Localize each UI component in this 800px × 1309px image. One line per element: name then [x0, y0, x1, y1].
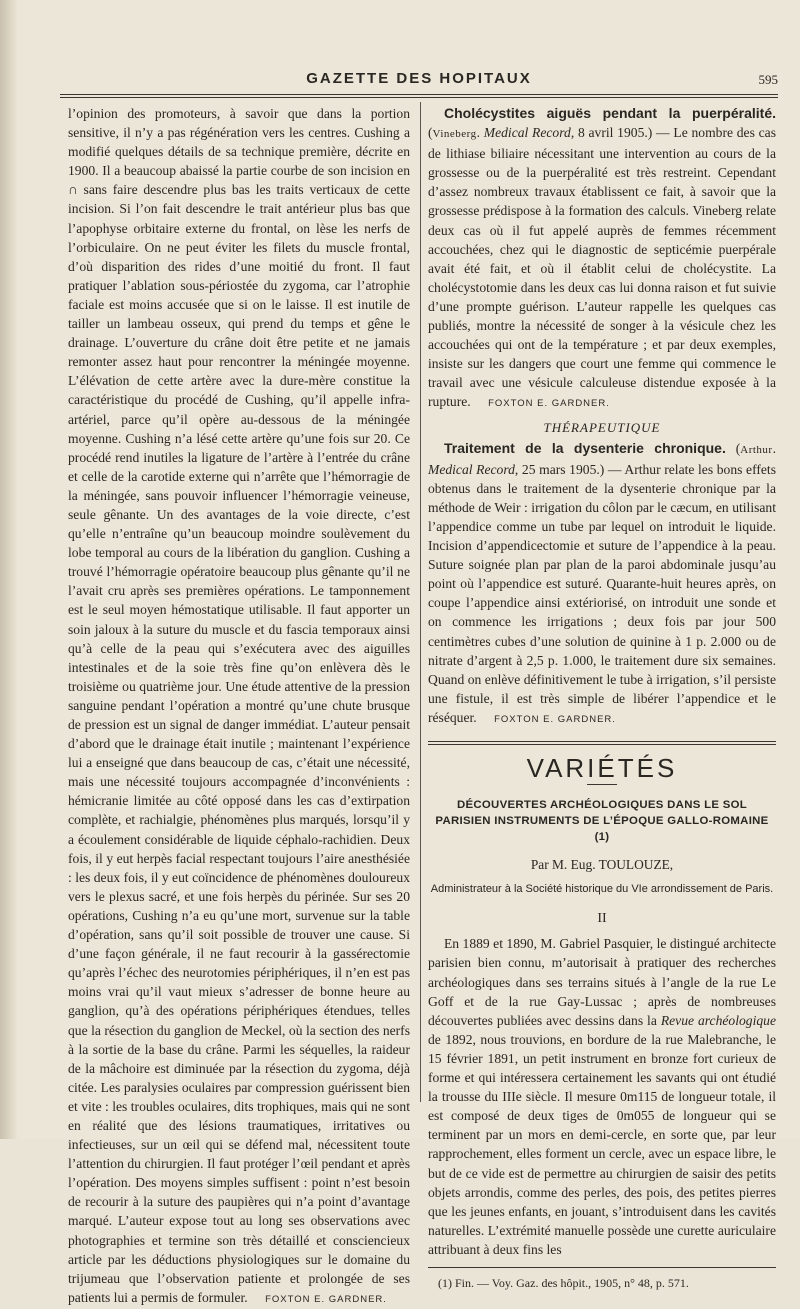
page-header [60, 70, 778, 92]
left-body-text: l’opinion des promoteurs, à savoir que dans la portion sensitive, il n’y a pas régénération vers les centres. Cushing a modifié quelques détails de sa technique première, décrite en 1900. Il a beaucoup abaissé la partie courbe de son incision en ∩ sans faire descendre plus bas les traits verticaux de cette incision. Si l’on fait descendre le trait antérieur plus bas que l’apophyse orbitaire externe du frontal, on lèse les nerfs de l’orbiculaire. On ne peut éviter les filets du muscle frontal, d’où disparition des rides d’une moitié du front. Il faut pratiquer l’ablation sous-périostée du zygoma, car l’atrophie faciale est moins accusée que si on le laisse. Il est inutile de tailler un lambeau osseux, qui prend du temps et gêne le drainage. L’ouverture du crâne doit être petite et ne jamais remonter assez haut pour rencontrer la méningée moyenne. L’élévation de cette artère avec la dure-mère constitue la caractéristique du procédé de Cushing, qu’il appelle infra-artériel, parce qu’il opère au-dessous de la méningée moyenne. Cushing n’a lésé cette artère qu’une fois sur 20. Ce procédé rend inutiles la ligature de l’artère à l’entrée du crâne et celle de la carotide externe qui n’arrête que l’hémorragie de la méningée, sans pouvoir influencer l’hémorragie veineuse, seule gênante. Un des avantages de la voie directe, c’est qu’elle n’entraîne qu’un beaucoup moindre soulèvement du lobe temporal au cours de la libération du ganglion. Cushing a trouvé l’hémorragie opératoire beaucoup plus gênante qu’il ne l’avait cru après ses premières opérations. Le tamponnement est le seul moyen hémostatique utilisable. Il faut apporter un soin jaloux à la suture du muscle et du fascia temporaux ainsi qu’à celle de la peau qui s’exécutera avec des aiguilles intestinales et de la soie très fine qu’on enlèvera dès le troisième ou quatrième jour. Une étude attentive de la pression sanguine pendant l’opération a montré qu’une chute brusque de pression est un signal de danger immédiat. L’auteur pensait d’abord que le drainage était inutile ; maintenant l’expérience lui a enseigné que dans beaucoup de cas, c’était une nécessité, mais une nécessité toujours accompagnée d’inconvénients : hémicranie limitée au côté opposé dans les cas d’extirpation complète, et rachialgie, phénomènes plus marqués, lorsqu’il y a écoulement considérable de liquide céphalo-rachidien. Deux fois, il y eut herpès facial respectant toujours l’aire anesthésiée : les deux fois, il y eut coïncidence de phénomènes douloureux vers le plexus sacré, et une fois herpès du périnée. Sur ses 20 opérations, Cushing n’a eu qu’une mort, survenue sur la table d’opération, sans qu’il soit possible de trouver une cause. Si d’une façon générale, il ne faut recourir à la gassérectomie qu’après l’échec des neurotomies périphériques, il n’en est pas moins vrai qu’il vaut mieux s’adresser de bonne heure au ganglion, qu’à des opérations périphériques étendues, telles que la résection du ganglion de Meckel, où la section des nerfs à la sortie de la base du crâne. Parmi les séquelles, la raideur de la mâchoire est diminuée par la résection du zygoma, déjà citée. Les paralysies oculaires par compression guérissent bien et vite : les troubles oculaires, dits trophiques, mais qui ne sont en réalité que des lésions traumatiques, irritatives ou infectieuses, sur un œil qui se défend mal, nécessitent toute l’attention du chirurgien. Il faut protéger l’œil pendant et après l’opération. Des moyens simples suffisent : point n’est besoin de recourir à la suture des paupières qui n’a point d’avantage marqué. L’auteur expose tout au long ses observations avec photographies et termine son très détaillé et consciencieux article par les déductions physiologiques sur le domaine du trijumeau que l’observation patiente et prolongée de ses patients lui a permis de formuler. [68, 106, 410, 1305]
article-archeologie-title: DÉCOUVERTES ARCHÉOLOGIQUES DANS LE SOL PARISIEN INSTRUMENTS DE L’ÉPOQUE GALLO-ROMAINE (1) [435, 799, 769, 844]
page-number: 595 [758, 72, 778, 87]
article-cholecystites-date: , 8 avril 1905.) [570, 125, 653, 141]
article-dysenterie-author: Arthur [740, 443, 773, 456]
article-dysenterie: Traitement de la dysenterie chronique. (Arthur. Medical Record, 25 mars 1905.) — Arthur relate les bons effets obtenus dans le traitement de la dysenterie chronique par la méthode de Weir : irrigation du côlon par le cæcum, en utilisant l’appendice comme un tube par lequel on introduit le liquide. Incision d’appendicectomie et suture de l’appendice à la peau. Suture soignée plan par plan de la paroi abdominale jusqu’au point où l’appendice est suturé. Quarante-huit heures après, on coupe l’appendice ainsi extériorisé, on introduit une sonde et on commence les irrigations ; deux fois par jour 500 centimètres cubes d’une solution de quinine à 1 p. 2.000 ou de nitrate d’argent à 2,5 p. 1.000, le traitement dure six semaines. Quand on enlève définitivement le tube à irrigation, s’il persiste une fistule, il est très simple de libérer l’appendice et le réséquer. FOXTON E. GARDNER. [428, 439, 776, 725]
article-cholecystites: Cholécystites aiguës pendant la puerpéralité. (Vineberg. Medical Record, 8 avril 1905.) — Le nombre des cas de lithiase biliaire nécessitant une intervention au cours de la grossesse ou de la puerpéralité est très restreint. Cependant d’assez nombreux travaux établissent ce fait, à savoir que la grossesse prédispose à la formation des calculs. Vineberg relate deux cas où il fut appelé auprès de femmes récemment accouchées, chez qui le diagnostic de septicémie puerpérale avait été fait, et où il établit celui de cholécystite. La cholécystotomie dans les deux cas lui donna raison et fut suivie d’une prompte guérison. L’auteur rappelle les quelques cas publiés, montre la nécessité de songer à la vésicule chez les accouchées qui ont de la température ; et par deux exemples, insiste sur les dangers que court une femme qui commence le travail avec une vésicule calculeuse distendue exposée à la rupture. FOXTON E. GARDNER. [428, 105, 776, 410]
section-heading-varietes: VARIÉTÉS [526, 753, 678, 783]
article-archeologie-body-a: En 1889 et 1890, M. Gabriel Pasquier, le distingué architecte parisien bien connu, m’autorisait à pratiquer des recherches archéologiques dans ses terrains situés à l’angle de la rue Le Goff et de la rue Gay-Lussac ; après de nombreuses découvertes publiées avec dessins dans la [428, 936, 776, 1028]
article-archeologie-affiliation: Administrateur à la Société historique du VIe arrondissement de Paris. [430, 883, 774, 896]
rubric-therapeutique: THÉRAPEUTIQUE [543, 419, 661, 435]
page-binding-edge [0, 0, 18, 1139]
article-cholecystites-title: Cholécystites aiguës pendant la puerpéralité. [444, 105, 776, 121]
footnote-rule [428, 1267, 776, 1268]
left-signature: FOXTON E. GARDNER. [265, 1293, 387, 1305]
journal-title: GAZETTE DES HOPITAUX [306, 70, 532, 87]
article-dysenterie-title: Traitement de la dysenterie chronique. [444, 439, 726, 456]
article-archeologie-part-number: II [597, 911, 607, 927]
header-rule [60, 94, 778, 95]
left-column-body [68, 104, 410, 1309]
footnote: (1) Fin. — Voy. Gaz. des hôpit., 1905, n° 48, p. 571. [438, 1275, 689, 1290]
article-dysenterie-date: , 25 mars 1905.) [514, 461, 605, 477]
left-column [68, 104, 410, 1309]
column-separator [420, 102, 421, 1102]
article-cholecystites-author: Vineberg [432, 128, 477, 141]
heading-short-rule [587, 784, 617, 785]
article-dysenterie-journal: Medical Record [428, 461, 515, 477]
article-archeologie-journal: Revue archéologique [660, 1012, 776, 1028]
article-cholecystites-journal: Medical Record [483, 125, 571, 141]
article-archeologie-byline: Par M. Eug. TOULOUZE, [530, 857, 674, 873]
article-dysenterie-body: — Arthur relate les bons effets obtenus dans le traitement de la dysenterie chronique par la méthode de Weir : irrigation du côlon par le cæcum, en utilisant l’appendice comme un tube par lequel on introduit le liquide. Incision d’appendicectomie et suture de l’appendice à la peau. Suture soignée plan par plan de la paroi abdominale jusqu’au point où l’appendice est suturé. Quarante-huit heures après, on coupe l’appendice ainsi extériorisé, on introduit une sonde et on commence les irrigations ; deux fois par jour 500 centimètres cubes d’une solution de quinine à 1 p. 2.000 ou de nitrate d’argent à 2,5 p. 1.000, le traitement dure six semaines. Quand on enlève définitivement le tube à irrigation, s’il persiste une fistule, il est très simple de libérer l’appendice et le réséquer. [428, 461, 776, 725]
header-rule-secondary [60, 97, 778, 98]
article-dysenterie-signature: FOXTON E. GARDNER. [494, 713, 616, 725]
article-archeologie-body-b: de 1892, nous trouvions, en bordure de la rue Malebranche, le 15 février 1891, un petit instrument en bronze fort curieux de forme et qui intéressera certainement les savants qui ont étudié la trousse du IIIe siècle. Il mesure 0m115 de longueur totale, il est composé de deux tiges de 0m055 de longueur qui se terminent par un mors en demi-cercle, en sorte que, par leur rapprochement, elles forment un cercle, avec un espace libre, le but de ce vide est de permettre au chirurgien de saisir des petits objets arrondis, comme des perles, des pois, des petites pierres que les jeunes enfants, en jouant, s’introduisent dans les cavités naturelles. L’extrémité manuelle possède une curette auriculaire attribuant à deux fins les [428, 1031, 776, 1257]
right-column [428, 104, 776, 1293]
article-cholecystites-body: — Le nombre des cas de lithiase biliaire nécessitant une intervention au cours de la grossesse ou de la puerpéralité est très restreint. Cependant d’assez nombreux travaux établissent ce fait, à savoir que la grossesse prédispose à la formation des calculs. Vineberg relate deux cas où il fut appelé auprès de femmes récemment accouchées, chez qui le diagnostic de septicémie puerpérale avait été fait, et où il établit celui de cholécystite. La cholécystotomie dans les deux cas lui donna raison et fut suivie d’une prompte guérison. L’auteur rappelle les quelques cas publiés, montre la nécessité de songer à la vésicule chez les accouchées qui ont de la température ; et par deux exemples, insiste sur les dangers que court une femme qui commence le travail avec une vésicule calculeuse distendue exposée à la rupture. [428, 125, 776, 410]
article-cholecystites-signature: FOXTON E. GARDNER. [488, 398, 610, 410]
section-double-rule [428, 741, 776, 745]
article-archeologie-body [428, 934, 776, 1259]
